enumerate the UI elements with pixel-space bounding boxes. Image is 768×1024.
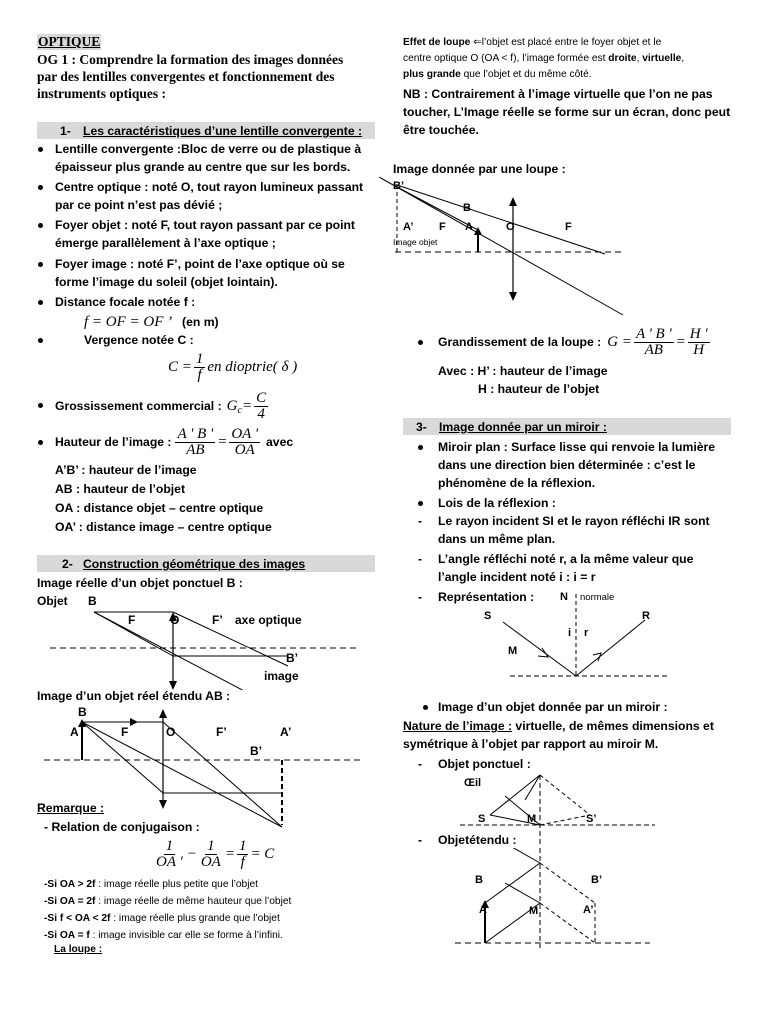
formula: G = (607, 333, 632, 350)
page-title: OPTIQUE (38, 34, 101, 49)
vergence-formula (168, 349, 297, 385)
virtual-ray (540, 775, 590, 815)
og1-line: par des lentilles convergentes et fonctionnement des (37, 69, 335, 84)
denominator: f (240, 853, 245, 870)
formula: = (241, 397, 253, 414)
formula: = C (250, 845, 275, 862)
diagram-caption: Image donnée par une loupe : (393, 162, 566, 176)
label-B-prime: B’ (393, 180, 404, 192)
condition-text: : image réelle plus grande que l’objet (110, 913, 280, 924)
label-B-prime: B’ (286, 651, 298, 665)
ray-arrowhead (593, 653, 601, 661)
conditions-list (44, 876, 291, 944)
list-item (55, 389, 270, 423)
remark-heading: Remarque : (37, 801, 105, 815)
light-ray (485, 863, 540, 903)
label-F-prime: F’ (216, 725, 227, 739)
item-text: Représentation : (438, 590, 535, 604)
numerator: C (256, 389, 267, 406)
formula: f = OF = OF ’ (84, 314, 173, 330)
subscript: c (237, 404, 242, 416)
item-text: Objet ponctuel : (438, 757, 531, 771)
diagram-caption: Image d’un objet réel étendu AB : (37, 689, 231, 703)
loupe-heading: La loupe : (54, 944, 103, 955)
condition (44, 876, 291, 893)
effect-label: Effet de loupe (403, 37, 471, 48)
bullet-dot (38, 147, 43, 152)
fraction (229, 427, 260, 458)
condition (44, 893, 291, 910)
label-N: N (560, 591, 568, 603)
definition: OA : distance objet – centre optique (55, 501, 264, 515)
numerator: 1 (207, 837, 215, 854)
bullet-dot (418, 445, 423, 450)
numerator: OA ' (231, 425, 259, 442)
effect-text: , (636, 53, 643, 64)
label-S: S (478, 813, 486, 825)
formula: = (224, 845, 235, 862)
nb-note (403, 85, 753, 139)
definition: OA’ : distance image – centre optique (55, 520, 272, 534)
avec-line: Avec : H’ : hauteur de l’image (438, 364, 608, 378)
section-number: 2- (62, 557, 73, 571)
label-A-prime: A’ (403, 221, 414, 233)
virtual-ray (540, 815, 590, 825)
numerator: A ' B ' (635, 325, 672, 342)
item-text: Foyer objet : noté F, tout rayon passant par ce point (55, 218, 355, 232)
item-text: Bloc de verre ou de plastique à (180, 142, 362, 156)
label-F: F (121, 725, 129, 739)
numerator: 1 (195, 350, 204, 367)
nature-text: symétrique à l’objet par rapport au miroir M. (403, 737, 659, 751)
label-A: A (465, 221, 473, 233)
fraction (199, 839, 223, 870)
fraction (688, 327, 710, 358)
formula: en dioptrie( δ ) (207, 358, 298, 375)
light-ray (505, 848, 540, 863)
lens-arrow-bottom (509, 292, 517, 301)
effect-keyword: plus grande (403, 69, 461, 80)
nature-label: Nature de l’image : (403, 719, 513, 733)
item-text: Vergence notée C : (84, 333, 194, 347)
condition-text: : image réelle de même hauteur que l’objet (95, 896, 292, 907)
item-text: phénomène de la réflexion. (438, 476, 596, 490)
og1-line: OG 1 : Comprendre la formation des images données (37, 52, 344, 67)
lens-diagram-point (30, 590, 380, 690)
label-image: image (264, 669, 299, 683)
denominator: f (197, 366, 202, 383)
numerator: A ' B ' (177, 425, 214, 442)
label-oeil: Œil (464, 777, 482, 789)
item-text: Grandissement de la loupe : (438, 335, 602, 349)
bullet-dot (38, 403, 43, 408)
list-item (55, 140, 375, 176)
label-M: M (529, 905, 539, 917)
label-O: O (166, 725, 176, 739)
condition-key: -Si OA = f (44, 930, 90, 941)
effect-text: , (681, 53, 685, 64)
nature-text: virtuelle, de mêmes dimensions et (512, 719, 714, 733)
section-title: Les caractéristiques d’une lentille convergente : (83, 124, 363, 138)
dash-marker: - (418, 590, 423, 604)
condition-text: : image invisible car elle se forme à l’infini. (89, 930, 283, 941)
effect-text: l’objet est placé entre le foyer objet et le (481, 37, 662, 48)
item-text: Foyer image : noté F’, point de l’axe optique où se (55, 257, 345, 271)
formula: − (186, 845, 197, 862)
og1-heading (37, 51, 377, 102)
diagram-caption: Image réelle d’un objet ponctuel B : (37, 576, 243, 590)
numerator: 1 (238, 837, 247, 854)
fraction (154, 839, 185, 870)
numerator: 1 (165, 837, 174, 854)
list-item (55, 178, 375, 214)
definition: A’B’ : hauteur de l’image (55, 463, 197, 477)
list-item (55, 216, 375, 252)
bullet-dot (423, 705, 428, 710)
item-text: Image d’un objet donnée par un miroir : (438, 700, 668, 714)
list-item (438, 438, 738, 492)
lens-arrow-top (159, 709, 167, 718)
section-title: Construction géométrique des images (83, 557, 306, 571)
conjugation-formula (152, 836, 274, 872)
bullet-dot (38, 300, 43, 305)
item-text: émerge parallèlement à l’axe optique ; (55, 236, 276, 250)
item-text: Distance focale notée f : (55, 295, 196, 309)
item-label: Lentille convergente : (55, 142, 181, 156)
fraction (194, 352, 206, 383)
lens-arrow-top (509, 197, 517, 206)
focal-formula (84, 311, 219, 332)
list-item (438, 550, 738, 586)
formula-unit: (en m) (182, 315, 219, 329)
dash-marker: - (418, 552, 423, 566)
denominator: OA (234, 441, 255, 458)
label-B: B (78, 705, 87, 719)
list-item (438, 512, 738, 548)
section-number: 1- (60, 124, 71, 138)
label-objet: Objet (37, 594, 68, 608)
label-O: O (170, 613, 180, 627)
denominator: OA ' (156, 853, 183, 870)
definitions (55, 461, 272, 537)
double-arrow-icon: ⇐ (473, 37, 482, 48)
label-normale: normale (580, 592, 615, 603)
label-M: M (508, 645, 518, 657)
loupe-diagram (375, 175, 755, 320)
item-text: dans une direction bien déterminée : c’est le (438, 458, 696, 472)
label-S: S (484, 610, 492, 622)
item-text: Lois de la réflexion : (438, 496, 556, 510)
section-title: Image donnée par un miroir : (439, 420, 607, 434)
label-axe: axe optique (235, 613, 302, 627)
label-B: B (475, 874, 483, 886)
label-M: M (527, 813, 537, 825)
effect-keyword: virtuelle (642, 53, 682, 64)
item-text: Le rayon incident SI et le rayon réfléchi IR sont (438, 514, 710, 528)
item-text: l’angle incident noté i : i = r (438, 570, 596, 584)
denominator: OA (200, 853, 221, 870)
condition (44, 910, 291, 927)
mirror-extended-diagram (445, 848, 665, 948)
effect-text: centre optique O (OA < f), l’image formée est (403, 53, 609, 64)
label-A: A (70, 725, 79, 739)
label-image-objet: Image objet (393, 237, 438, 247)
light-ray (82, 722, 282, 827)
condition-key: -Si OA > 2f (44, 879, 96, 890)
effect-keyword: droite (608, 53, 637, 64)
item-text: Miroir plan : Surface lisse qui renvoie la lumière (438, 440, 716, 454)
label-r: r (584, 627, 589, 639)
label-F: F (439, 221, 446, 233)
item-text: Hauteur de l’image : (55, 435, 172, 449)
label-B-prime: B’ (591, 874, 602, 886)
item-text: Grossissement commercial : (55, 399, 222, 413)
formula: G (226, 397, 238, 414)
bullet-dot (418, 501, 423, 506)
nature-image (403, 717, 753, 753)
loupe-effect (403, 35, 743, 83)
definition: AB : hauteur de l’objet (55, 482, 186, 496)
label-A-prime: A’ (583, 904, 594, 916)
nb-line: être touchée. (403, 123, 479, 137)
dash-marker: - (418, 757, 423, 771)
label-i: i (568, 627, 572, 639)
dash-marker: - (418, 514, 423, 528)
fraction (237, 839, 249, 870)
bullet-dot (38, 338, 43, 343)
condition-key: -Si f < OA < 2f (44, 913, 111, 924)
effect-text: que l’objet et du même côté. (460, 69, 592, 80)
bullet-dot (38, 440, 43, 445)
item-text: Centre optique : noté O, tout rayon lumineux passant (55, 180, 364, 194)
label-A: A (479, 904, 487, 916)
item-text: Objetétendu : (438, 833, 517, 847)
numerator: H ' (689, 325, 708, 342)
dash-marker: - (418, 833, 423, 847)
nb-line: toucher, L’Image réelle se forme sur un écran, donc peut (403, 105, 731, 119)
condition-text: : image réelle plus petite que l’objet (95, 879, 258, 890)
denominator: AB (644, 341, 663, 358)
bullet-dot (418, 340, 423, 345)
list-item (55, 424, 293, 460)
label-S-prime: S’ (586, 813, 597, 825)
virtual-ray (540, 863, 595, 903)
label-F-prime: F’ (212, 613, 223, 627)
bullet-dot (38, 262, 43, 267)
section1-header (37, 122, 375, 139)
item-text: L’angle réfléchi noté r, a la même valeur que (438, 552, 694, 566)
fraction (254, 391, 268, 422)
lens-arrow-bottom (159, 800, 167, 809)
denominator: 4 (257, 405, 265, 422)
formula: C = (168, 358, 192, 375)
avec-line: H : hauteur de l’objet (478, 382, 600, 396)
item-text: par ce point n’est pas dévié ; (55, 198, 223, 212)
section2-header (37, 555, 375, 572)
label-F: F (565, 221, 572, 233)
formula: = (675, 333, 686, 350)
section-number: 3- (416, 420, 427, 434)
item-text: avec (266, 435, 294, 449)
item-text: épaisseur plus grande au centre que sur les bords. (55, 160, 351, 174)
list-item (55, 255, 375, 291)
label-F: F (128, 613, 136, 627)
condition (44, 927, 291, 944)
og1-line: instruments optiques : (37, 86, 167, 101)
label-B: B (463, 202, 471, 214)
reflection-diagram (470, 586, 690, 686)
bullet-dot (38, 223, 43, 228)
formula: = (217, 433, 228, 450)
fraction (175, 427, 215, 458)
light-ray (525, 775, 540, 800)
item-text: forme l’image du soleil (objet lointain). (55, 275, 278, 289)
condition-key: -Si OA = 2f (44, 896, 96, 907)
light-ray (505, 883, 540, 903)
ray-arrowhead (130, 718, 138, 726)
label-B-prime: B’ (250, 744, 262, 758)
label-O: O (506, 221, 515, 233)
denominator: H (693, 341, 705, 358)
magnification-item (438, 324, 712, 360)
bullet-dot (38, 185, 43, 190)
label-R: R (642, 610, 650, 622)
label-A-prime: A’ (280, 725, 292, 739)
nb-line: NB : Contrairement à l’image virtuelle que l’on ne pas (403, 87, 713, 101)
denominator: AB (186, 441, 205, 458)
item-text: dans un même plan. (438, 532, 556, 546)
section3-header (403, 418, 731, 435)
fraction (634, 327, 674, 358)
conjugation-label: - Relation de conjugaison : (44, 820, 200, 834)
light-ray (490, 775, 540, 815)
label-B: B (88, 594, 97, 608)
